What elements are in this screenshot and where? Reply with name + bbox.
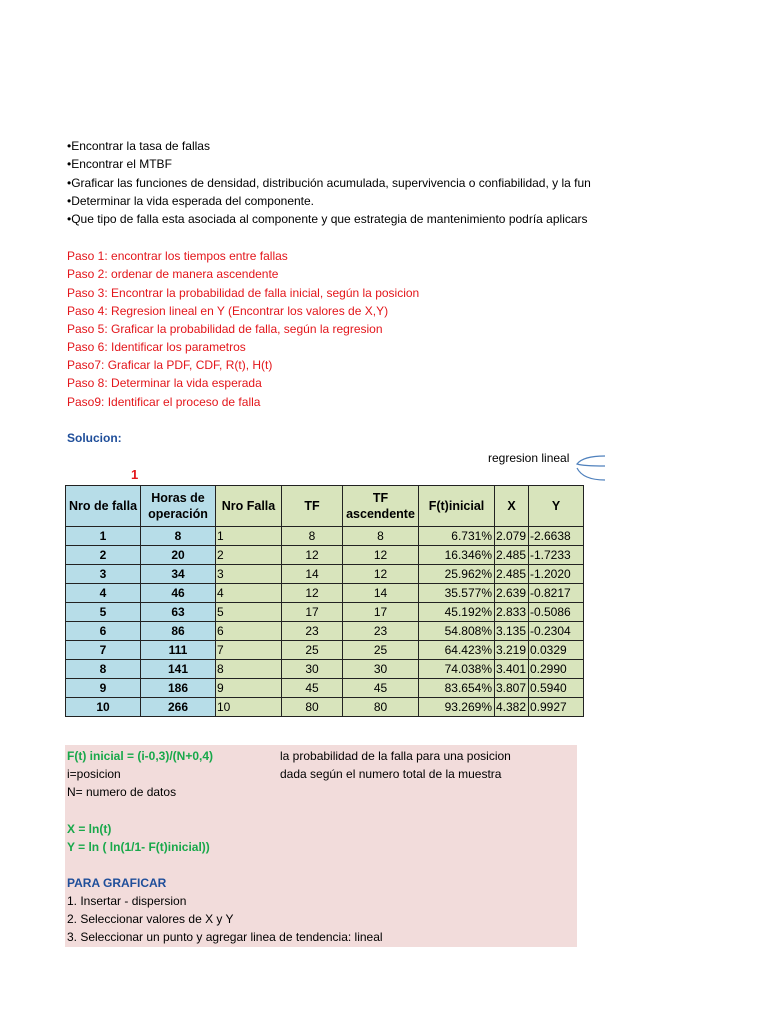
regression-bracket: [575, 452, 615, 486]
step-item: Paso 2: ordenar de manera ascendente: [67, 267, 279, 281]
table-cell: 3.807: [495, 679, 529, 698]
x-formula: X = ln(t): [67, 822, 112, 836]
table-cell: 0.2990: [529, 660, 584, 679]
table-row: [66, 527, 584, 546]
table-cell: 45.192%: [419, 603, 495, 622]
table-cell: 3.401: [495, 660, 529, 679]
notes-box: [65, 745, 577, 947]
marker-one: 1: [131, 467, 139, 482]
table-cell: 14: [282, 565, 343, 584]
step-item: Paso 5: Graficar la probabilidad de falla, según la regresion: [67, 322, 383, 336]
table-cell: -1.2020: [529, 565, 584, 584]
table-cell: 3: [216, 565, 282, 584]
table-cell: 3: [66, 565, 141, 584]
table-cell: 2.833: [495, 603, 529, 622]
table-cell: -0.8217: [529, 584, 584, 603]
table-cell: 80: [343, 698, 419, 717]
table-cell: 25: [282, 641, 343, 660]
table-row: [66, 679, 584, 698]
table-cell: 9: [216, 679, 282, 698]
table-cell: 12: [343, 565, 419, 584]
table-cell: 186: [141, 679, 216, 698]
table-cell: 7: [66, 641, 141, 660]
col-header: Y: [529, 486, 584, 527]
table-row: [66, 603, 584, 622]
table-cell: 12: [282, 584, 343, 603]
table-cell: 64.423%: [419, 641, 495, 660]
col-header: Nro Falla: [216, 486, 282, 527]
table-cell: 5: [216, 603, 282, 622]
table-row: [66, 565, 584, 584]
step-item: Paso9: Identificar el proceso de falla: [67, 395, 261, 409]
table-row: [66, 584, 584, 603]
table-row: [66, 546, 584, 565]
table-cell: 63: [141, 603, 216, 622]
table-row: [66, 622, 584, 641]
table-cell: 7: [216, 641, 282, 660]
task-item: •Determinar la vida esperada del componente.: [67, 194, 315, 208]
table-cell: 266: [141, 698, 216, 717]
formula-desc-2: dada según el numero total de la muestra: [280, 767, 502, 781]
y-formula: Y = ln ( ln(1/1- F(t)inicial)): [67, 840, 210, 854]
table-cell: 2.639: [495, 584, 529, 603]
table-cell: -1.7233: [529, 546, 584, 565]
table-cell: 1: [66, 527, 141, 546]
graph-step: 2. Seleccionar valores de X y Y: [67, 912, 234, 926]
table-cell: 35.577%: [419, 584, 495, 603]
table-cell: 6: [216, 622, 282, 641]
table-cell: 4: [66, 584, 141, 603]
regression-label: regresion lineal: [488, 451, 570, 465]
table-cell: 6: [66, 622, 141, 641]
table-cell: 12: [282, 546, 343, 565]
table-cell: 74.038%: [419, 660, 495, 679]
table-cell: 2.079: [495, 527, 529, 546]
table-cell: 54.808%: [419, 622, 495, 641]
graph-title: PARA GRAFICAR: [67, 876, 167, 890]
table-cell: 5: [66, 603, 141, 622]
n-definition: N= numero de datos: [67, 785, 177, 799]
table-cell: 2: [216, 546, 282, 565]
table-cell: 23: [343, 622, 419, 641]
table-cell: 141: [141, 660, 216, 679]
graph-step: 1. Insertar - dispersion: [67, 894, 187, 908]
task-item: •Graficar las funciones de densidad, distribución acumulada, supervivencia o confiabilidad, y la fun: [67, 176, 591, 190]
table-cell: -0.2304: [529, 622, 584, 641]
table-cell: 93.269%: [419, 698, 495, 717]
table-cell: 30: [282, 660, 343, 679]
table-cell: 1: [216, 527, 282, 546]
table-cell: 86: [141, 622, 216, 641]
table-cell: 45: [343, 679, 419, 698]
table-cell: 10: [66, 698, 141, 717]
col-header: Nro de falla: [66, 486, 141, 527]
table-cell: 10: [216, 698, 282, 717]
table-cell: 0.5940: [529, 679, 584, 698]
table-cell: 12: [343, 546, 419, 565]
i-definition: i=posicion: [67, 767, 121, 781]
table-cell: 3.219: [495, 641, 529, 660]
col-header: TF: [282, 486, 343, 527]
table-cell: 6.731%: [419, 527, 495, 546]
table-cell: 25.962%: [419, 565, 495, 584]
table-cell: 8: [66, 660, 141, 679]
table-header-row: [66, 486, 584, 527]
task-item: •Encontrar el MTBF: [67, 157, 172, 171]
table-cell: 80: [282, 698, 343, 717]
table-row: [66, 641, 584, 660]
col-header: X: [495, 486, 529, 527]
table-cell: 23: [282, 622, 343, 641]
step-item: Paso 4: Regresion lineal en Y (Encontrar los valores de X,Y): [67, 304, 389, 318]
graph-step: 3. Seleccionar un punto y agregar linea de tendencia: lineal: [67, 930, 383, 944]
task-list: [0, 138, 631, 230]
failure-table: [65, 485, 584, 717]
formula-desc-1: la probabilidad de la falla para una posicion: [280, 749, 511, 763]
table-cell: 9: [66, 679, 141, 698]
step-item: Paso 1: encontrar los tiempos entre fallas: [67, 249, 288, 263]
table-cell: 25: [343, 641, 419, 660]
table-cell: 2.485: [495, 565, 529, 584]
table-cell: 2.485: [495, 546, 529, 565]
task-item: •Que tipo de falla esta asociada al componente y que estrategia de mantenimiento podría aplicars: [67, 212, 588, 226]
col-header: F(t)inicial: [419, 486, 495, 527]
step-item: Paso7: Graficar la PDF, CDF, R(t), H(t): [67, 358, 273, 372]
step-item: Paso 8: Determinar la vida esperada: [67, 376, 262, 390]
table-cell: 111: [141, 641, 216, 660]
table-cell: 2: [66, 546, 141, 565]
col-header: TF ascendente: [343, 486, 419, 527]
table-cell: 17: [343, 603, 419, 622]
table-cell: 45: [282, 679, 343, 698]
table-cell: 83.654%: [419, 679, 495, 698]
formula-ft: F(t) inicial = (i-0,3)/(N+0,4): [67, 749, 214, 763]
table-cell: 34: [141, 565, 216, 584]
table-cell: 8: [343, 527, 419, 546]
table-cell: -0.5086: [529, 603, 584, 622]
step-item: Paso 6: Identificar los parametros: [67, 340, 246, 354]
table-cell: 3.135: [495, 622, 529, 641]
table-row: [66, 660, 584, 679]
table-cell: -2.6638: [529, 527, 584, 546]
table-cell: 8: [216, 660, 282, 679]
task-item: •Encontrar la tasa de fallas: [67, 139, 210, 153]
table-cell: 16.346%: [419, 546, 495, 565]
table-cell: 4.382: [495, 698, 529, 717]
step-item: Paso 3: Encontrar la probabilidad de falla inicial, según la posicion: [67, 286, 420, 300]
table-cell: 20: [141, 546, 216, 565]
table-cell: 0.0329: [529, 641, 584, 660]
col-header: Horas de operación: [141, 486, 216, 527]
table-cell: 4: [216, 584, 282, 603]
table-row: [66, 698, 584, 717]
table-cell: 30: [343, 660, 419, 679]
table-cell: 0.9927: [529, 698, 584, 717]
table-cell: 14: [343, 584, 419, 603]
table-cell: 46: [141, 584, 216, 603]
table-cell: 8: [282, 527, 343, 546]
table-cell: 17: [282, 603, 343, 622]
solution-heading: Solucion:: [67, 431, 122, 445]
table-cell: 8: [141, 527, 216, 546]
